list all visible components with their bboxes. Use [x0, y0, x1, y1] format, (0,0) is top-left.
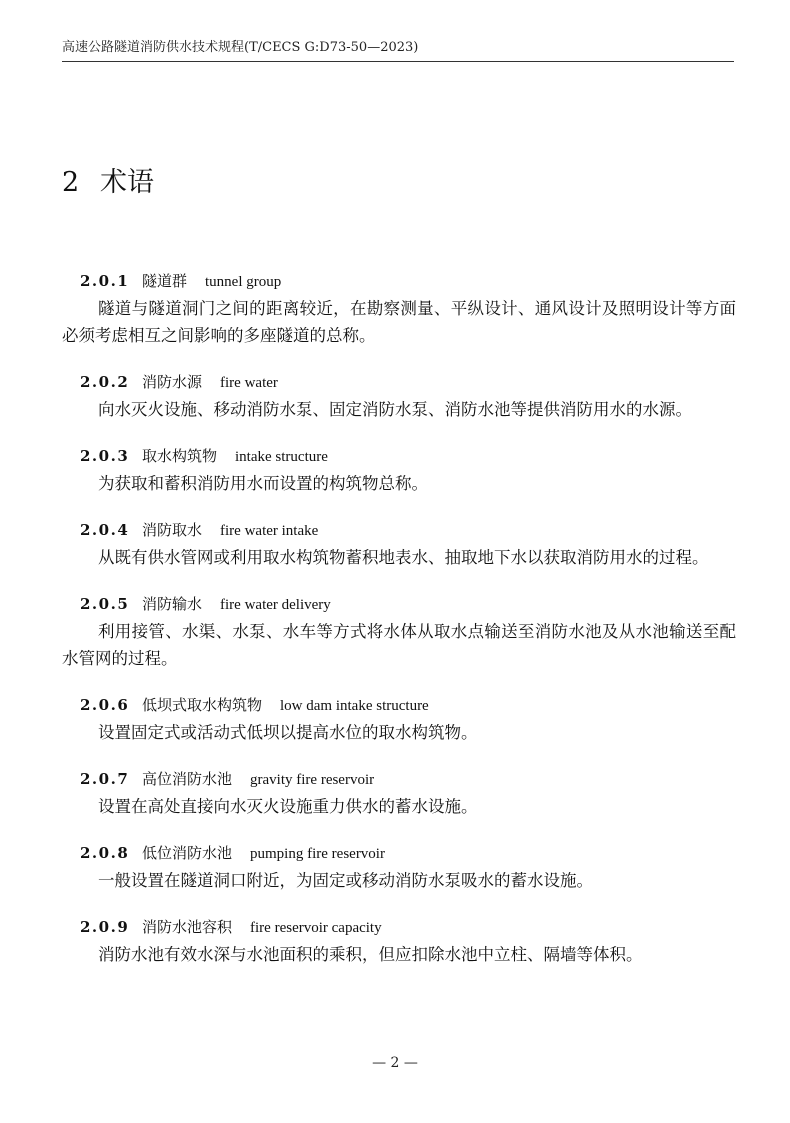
term-chinese: 低坝式取水构筑物 — [142, 696, 263, 714]
clause-number: 2.0.4 — [80, 521, 130, 539]
chapter-title — [62, 160, 154, 199]
term-english: tunnel group — [205, 274, 282, 290]
term-english: fire water intake — [220, 523, 319, 539]
term-chinese: 消防水源 — [142, 373, 203, 391]
term-entry — [62, 766, 736, 820]
term-entry — [62, 692, 736, 746]
term-english: fire water delivery — [220, 597, 331, 613]
term-heading — [62, 517, 736, 544]
term-definition: 设置在高处直接向水灭火设施重力供水的蓄水设施。 — [98, 797, 478, 816]
running-header: 高速公路隧道消防供水技术规程(T/CECS G:D73-50—2023) — [62, 40, 419, 55]
term-definition: 隧道与隧道洞门之间的距离较近，在勘察测量、平纵设计、通风设计及照明设计等方面必须考虑相互之间影响的多座隧道的总称。 — [62, 299, 736, 345]
term-heading — [62, 840, 736, 867]
term-list — [62, 268, 736, 988]
term-heading — [62, 369, 736, 396]
term-heading — [62, 443, 736, 470]
term-entry — [62, 443, 736, 497]
term-chinese: 隧道群 — [142, 272, 188, 290]
clause-number: 2.0.2 — [80, 373, 130, 391]
term-heading — [62, 914, 736, 941]
term-english: fire reservoir capacity — [250, 920, 382, 936]
term-heading — [62, 591, 736, 618]
term-entry — [62, 840, 736, 894]
clause-number: 2.0.7 — [80, 770, 130, 788]
term-chinese: 消防输水 — [142, 595, 203, 613]
term-english: low dam intake structure — [280, 698, 429, 714]
header-rule — [62, 61, 734, 62]
term-chinese: 消防水池容积 — [142, 918, 233, 936]
term-entry — [62, 517, 736, 571]
term-chinese: 消防取水 — [142, 521, 203, 539]
term-english: fire water — [220, 375, 278, 391]
term-chinese: 高位消防水池 — [142, 770, 233, 788]
term-entry — [62, 268, 736, 349]
chapter-title-text: 术语 — [100, 167, 154, 198]
term-english: gravity fire reservoir — [250, 772, 375, 788]
term-entry — [62, 914, 736, 968]
term-definition: 从既有供水管网或利用取水构筑物蓄积地表水、抽取地下水以获取消防用水的过程。 — [98, 548, 709, 567]
clause-number: 2.0.8 — [80, 844, 130, 862]
term-definition: 利用接管、水渠、水泵、水车等方式将水体从取水点输送至消防水池及从水池输送至配水管网的过程。 — [62, 622, 736, 668]
page-number: — 2 — — [372, 1055, 418, 1071]
term-entry — [62, 591, 736, 672]
term-definition: 消防水池有效水深与水池面积的乘积，但应扣除水池中立柱、隔墙等体积。 — [98, 945, 643, 964]
clause-number: 2.0.1 — [80, 272, 130, 290]
chapter-number: 2 — [62, 167, 80, 198]
term-definition: 设置固定式或活动式低坝以提高水位的取水构筑物。 — [98, 723, 478, 742]
term-heading — [62, 766, 736, 793]
term-chinese: 低位消防水池 — [142, 844, 233, 862]
clause-number: 2.0.6 — [80, 696, 130, 714]
term-definition: 向水灭火设施、移动消防水泵、固定消防水泵、消防水池等提供消防用水的水源。 — [98, 400, 692, 419]
clause-number: 2.0.9 — [80, 918, 130, 936]
term-definition: 一般设置在隧道洞口附近，为固定或移动消防水泵吸水的蓄水设施。 — [98, 871, 593, 890]
term-heading — [62, 268, 736, 295]
term-heading — [62, 692, 736, 719]
term-chinese: 取水构筑物 — [142, 447, 218, 465]
term-definition: 为获取和蓄积消防用水而设置的构筑物总称。 — [98, 474, 428, 493]
clause-number: 2.0.3 — [80, 447, 130, 465]
clause-number: 2.0.5 — [80, 595, 130, 613]
term-english: pumping fire reservoir — [250, 846, 385, 862]
term-entry — [62, 369, 736, 423]
term-english: intake structure — [235, 449, 328, 465]
